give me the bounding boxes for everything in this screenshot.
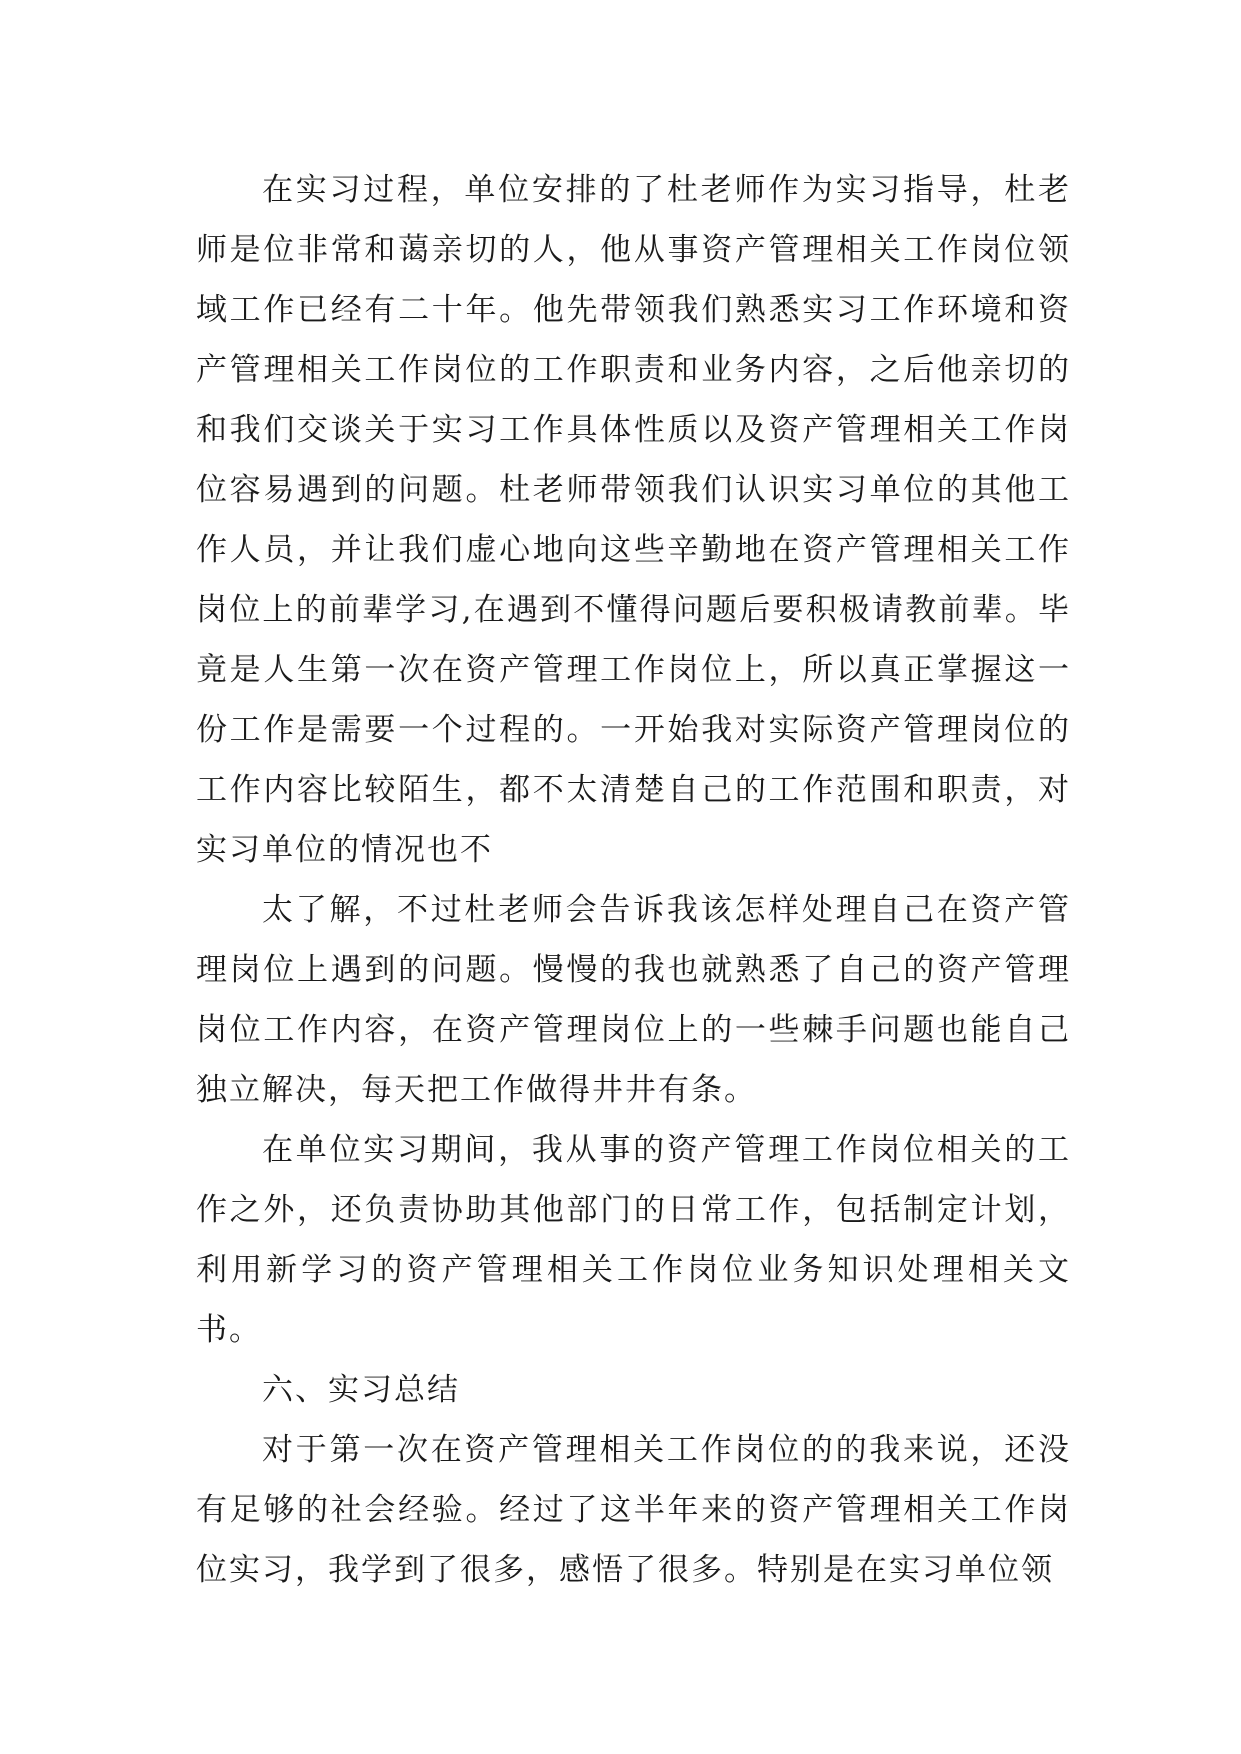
paragraph-summary: 对于第一次在资产管理相关工作岗位的的我来说，还没有足够的社会经验。经过了这半年来的资产管理相关工作岗位实习，我学到了很多，感悟了很多。特别是在实习单位领 xyxy=(196,1432,1071,1588)
paragraph-internship-guidance: 在实习过程，单位安排的了杜老师作为实习指导，杜老师是位非常和蔼亲切的人，他从事资产管理相关工作岗位领域工作已经有二十年。他先带领我们熟悉实习工作环境和资产管理相关工作岗位的工作职责和业务内容，之后他亲切的和我们交谈关于实习工作具体性质以及资产管理相关工作岗位容易遇到的问题。杜老师带领我们认识实习单位的其他工作人员，并让我们虚心地向这些辛勤地在资产管理相关工作岗位上的前辈学习,在遇到不懂得问题后要积极请教前辈。毕竟是人生第一次在资产管理工作岗位上，所以真正掌握这一份工作是需要一个过程的。一开始我对实际资产管理岗位的工作内容比较陌生，都不太清楚自己的工作范围和职责，对实习单位的情况也不 xyxy=(196,172,1071,868)
document-body xyxy=(196,160,1071,1600)
paragraph-learning-progress: 太了解，不过杜老师会告诉我该怎样处理自己在资产管理岗位上遇到的问题。慢慢的我也就熟悉了自己的资产管理岗位工作内容，在资产管理岗位上的一些棘手问题也能自己独立解决，每天把工作做得井井有条。 xyxy=(196,892,1071,1108)
paragraph-additional-duties: 在单位实习期间，我从事的资产管理工作岗位相关的工作之外，还负责协助其他部门的日常工作，包括制定计划，利用新学习的资产管理相关工作岗位业务知识处理相关文书。 xyxy=(196,1132,1071,1348)
section-heading-summary: 六、实习总结 xyxy=(262,1372,460,1408)
